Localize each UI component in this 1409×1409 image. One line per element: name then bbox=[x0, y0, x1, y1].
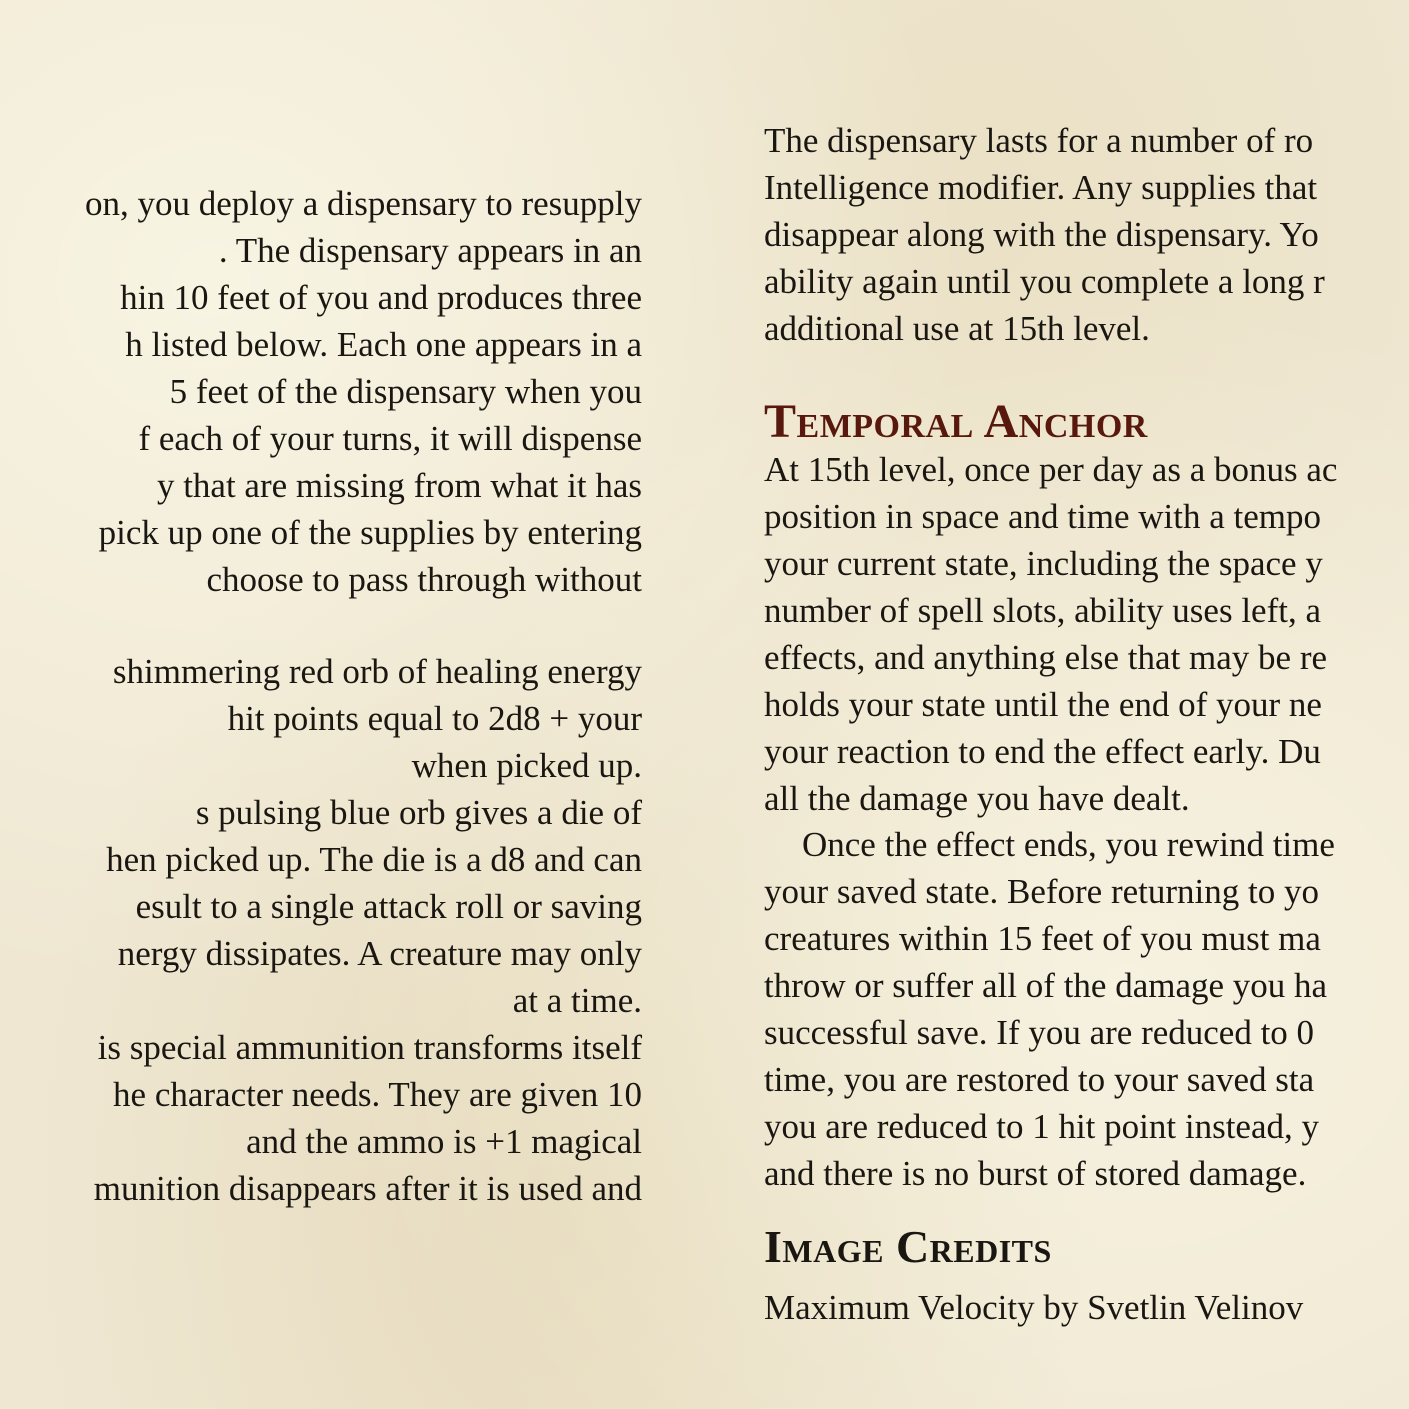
left-line: s pulsing blue orb gives a die of bbox=[195, 793, 642, 832]
right-intro-line: Intelligence modifier. Any supplies that bbox=[764, 168, 1318, 207]
right-body-line: holds your state until the end of your ne bbox=[764, 685, 1322, 724]
right-body-line: At 15th level, once per day as a bonus ac bbox=[764, 450, 1338, 489]
left-line: hit points equal to 2d8 + your bbox=[227, 699, 642, 738]
left-line: choose to pass through without bbox=[206, 560, 642, 599]
right-body-line: time, you are restored to your saved sta bbox=[764, 1060, 1315, 1099]
right-body-line: and there is no burst of stored damage. bbox=[764, 1154, 1307, 1193]
left-line: at a time. bbox=[512, 981, 642, 1020]
right-body-line: your saved state. Before returning to yo bbox=[764, 872, 1319, 911]
left-line: when picked up. bbox=[411, 746, 642, 785]
left-line: hin 10 feet of you and produces three bbox=[120, 278, 642, 317]
right-body-line: your reaction to end the effect early. Du bbox=[764, 732, 1321, 771]
right-body-line: successful save. If you are reduced to 0 bbox=[764, 1013, 1315, 1052]
left-column bbox=[0, 0, 650, 1409]
left-line: shimmering red orb of healing energy bbox=[112, 652, 642, 691]
right-intro-line: The dispensary lasts for a number of ro bbox=[764, 121, 1314, 160]
right-body-line: all the damage you have dealt. bbox=[764, 779, 1190, 818]
right-body-line: creatures within 15 feet of you must ma bbox=[764, 919, 1321, 958]
right-body-line: position in space and time with a tempo bbox=[764, 497, 1321, 536]
left-line: 5 feet of the dispensary when you bbox=[169, 372, 642, 411]
right-body-line: effects, and anything else that may be re bbox=[764, 638, 1328, 677]
left-line: he character needs. They are given 10 bbox=[113, 1075, 642, 1114]
right-body-line: number of spell slots, ability uses left, a bbox=[764, 591, 1321, 630]
right-intro-line: disappear along with the dispensary. Yo bbox=[764, 215, 1319, 254]
credits-heading: Image Credits bbox=[764, 1221, 1052, 1272]
right-body-line: you are reduced to 1 hit point instead, y bbox=[764, 1107, 1319, 1146]
right-body-line: Once the effect ends, you rewind time bbox=[802, 825, 1335, 864]
left-line: and the ammo is +1 magical bbox=[246, 1122, 642, 1161]
left-line: h listed below. Each one appears in a bbox=[125, 325, 642, 364]
left-line: munition disappears after it is used and bbox=[93, 1169, 642, 1208]
left-line: y that are missing from what it has bbox=[156, 466, 642, 505]
left-line: f each of your turns, it will dispense bbox=[138, 419, 642, 458]
left-line: . The dispensary appears in an bbox=[218, 231, 642, 270]
left-line: hen picked up. The die is a d8 and can bbox=[106, 840, 642, 879]
left-line: on, you deploy a dispensary to resupply bbox=[85, 184, 642, 223]
right-body-line: your current state, including the space y bbox=[764, 544, 1323, 583]
right-intro-line: ability again until you complete a long r bbox=[764, 262, 1325, 301]
left-line: nergy dissipates. A creature may only bbox=[117, 934, 642, 973]
left-line: pick up one of the supplies by entering bbox=[98, 513, 642, 552]
left-line: is special ammunition transforms itself bbox=[97, 1028, 642, 1067]
section-heading: Temporal Anchor bbox=[764, 395, 1148, 448]
right-column bbox=[764, 0, 1409, 1409]
credits-text: Maximum Velocity by Svetlin Velinov bbox=[764, 1288, 1304, 1327]
right-intro-line: additional use at 15th level. bbox=[764, 309, 1150, 348]
left-line: esult to a single attack roll or saving bbox=[135, 887, 642, 926]
right-body-line: throw or suffer all of the damage you ha bbox=[764, 966, 1328, 1005]
